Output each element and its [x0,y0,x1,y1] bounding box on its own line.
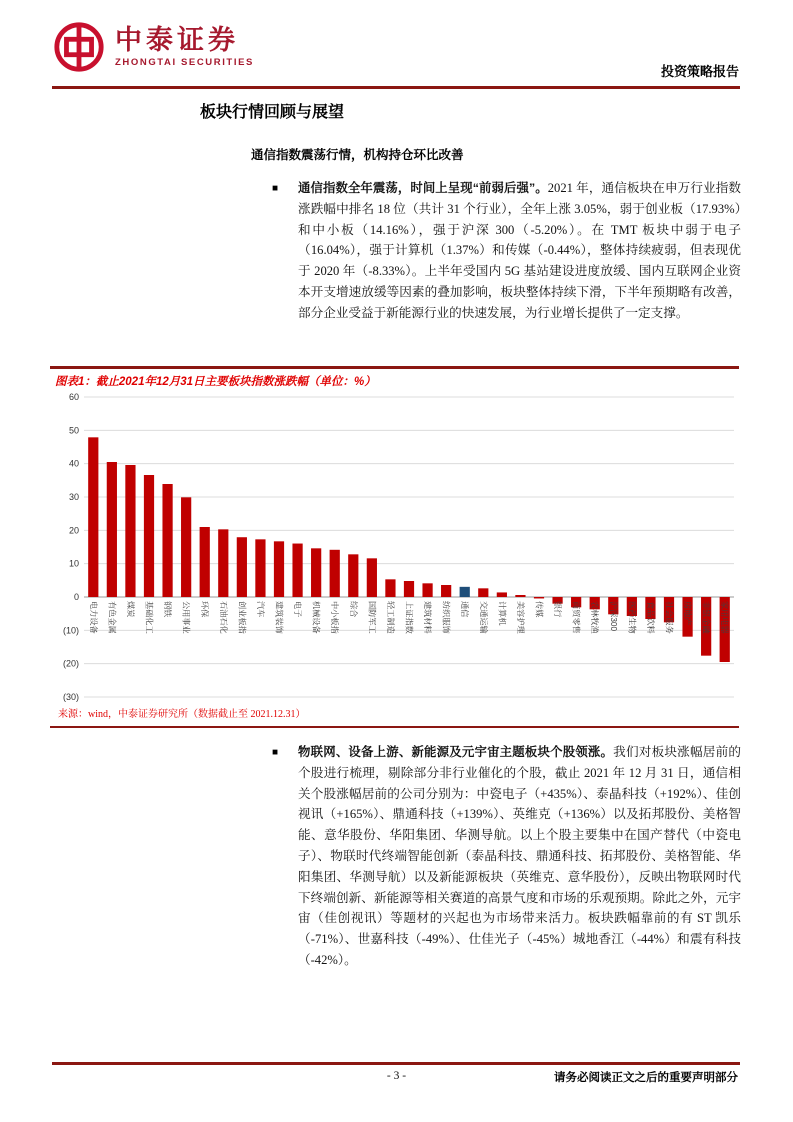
chart-bar-建筑装饰 [274,541,284,597]
x-category-label: 环保 [200,601,210,618]
y-tick-label: (30) [62,692,79,702]
x-category-label: 电子 [293,601,303,618]
x-category-label: 石油石化 [218,601,228,634]
x-category-label: 沪深300 [608,601,618,632]
x-category-label: 房地产 [683,601,693,626]
chart-bar-上证指数 [404,581,414,597]
paragraph-1-lead: 通信指数全年震荡，时间上呈现“前弱后强”。 [298,181,548,195]
x-category-label: 中小板指 [330,601,340,634]
chart-bar-创业板指 [237,537,247,597]
zhongtai-logo [52,20,254,74]
chart-bar-钢铁 [162,484,172,597]
footer-divider [52,1062,740,1065]
x-category-label: 医药生物 [627,601,637,634]
report-type-label: 投资策略报告 [660,64,739,79]
figure-title: 图表1：截止2021年12月31日主要板块指数涨跌幅（单位：%） [55,376,376,388]
brand-name-en: ZHONGTAI SECURITIES [115,57,254,69]
chart-bar-基础化工 [144,475,154,597]
figure-1 [50,366,739,728]
x-category-label: 纺织服饰 [441,601,451,634]
x-category-label: 农林牧渔 [590,601,600,634]
chart-bar-汽车 [255,539,265,597]
chart-bar-电子 [292,544,302,597]
subsection-title: 通信指数震荡行情，机构持仓环比改善 [251,148,464,162]
chart-bar-机械设备 [311,548,321,597]
y-tick-label: 20 [68,525,79,536]
chart-bar-中小板指 [330,550,340,597]
x-category-label: 商贸零售 [571,601,581,634]
x-category-label: 交通运输 [478,601,488,634]
page-number: - 3 - [386,1070,407,1082]
chart-bar-石油石化 [218,529,228,597]
paragraph-2-lead: 物联网、设备上游、新能源及元宇宙主题板块个股领涨。 [298,745,614,759]
x-category-label: 建筑材料 [423,601,433,634]
x-category-label: 公用事业 [181,601,191,634]
x-category-label: 创业板指 [237,601,247,634]
paragraph-1-text [298,178,741,324]
x-category-label: 社会服务 [664,601,674,634]
brand-name-cn: 中泰证券 [115,24,239,55]
x-category-label: 食品饮料 [645,601,655,634]
y-tick-label: (10) [62,625,79,636]
chart-bar-计算机 [497,592,507,597]
section-title: 板块行情回顾与展望 [200,104,345,121]
x-category-label: 银行 [553,601,563,618]
brand-text [115,26,254,68]
paragraph-1-body: 2021 年，通信板块在申万行业指数涨跌幅中排名 18 位（共计 31 个行业），全年上涨 3.05%，弱于创业板（17.93%）和中小板（14.16%），强于沪深 300（-5.20%）。在 TMT 板块中弱于电子（16.04%），强于计算机（1.37%）和传媒（-0.44%），整体持续疲弱，但表现优于 2020 年（-8.33%）。上半年受国内 5G 基站建设进度放缓、国内互联网企业资本开支增速放缓等因素的叠加影响，板块整体持续下滑，下半年预期略有改善，部分企业受益于新能源行业的快速发展，为行业增长提供了一定支撑。 [298,181,741,320]
chart-bar-综合 [348,554,358,597]
x-category-label: 基础化工 [144,601,154,634]
y-tick-label: 50 [68,425,79,436]
chart-bar-有色金属 [107,462,117,597]
paragraph-2 [272,742,741,971]
y-tick-label: 10 [68,558,79,569]
chart-bar-交通运输 [478,588,488,597]
paragraph-1 [272,178,741,324]
chart-bar-通信 [460,587,470,597]
x-category-label: 电力设备 [88,601,98,634]
chart-bar-国防军工 [367,558,377,597]
x-category-label: 建筑装饰 [274,601,284,634]
x-category-label: 汽车 [255,601,265,618]
chart-bar-环保 [200,527,210,597]
chart-bar-纺织服饰 [441,585,451,597]
x-category-label: 国防军工 [367,601,377,634]
chart-bar-公用事业 [181,497,191,597]
chart-bar-轻工制造 [385,579,395,597]
y-tick-label: 60 [68,392,79,402]
x-category-label: 有色金属 [107,601,117,634]
chart-bar-电力设备 [88,437,98,597]
figure-source: 来源：wind，中泰证券研究所（数据截止至 2021.12.31） [58,709,306,720]
x-category-label: 计算机 [497,601,507,626]
paragraph-2-text [298,742,741,971]
chart-bar-建筑材料 [422,583,432,597]
x-category-label: 通信 [460,601,470,618]
x-category-label: 非银金融 [701,601,711,634]
x-category-label: 美容护理 [515,601,525,634]
bullet-square-icon: ■ [272,183,279,194]
zhongtai-logo-icon [52,20,106,74]
x-category-label: 上证指数 [404,601,414,634]
chart-bar-美容护理 [515,595,525,597]
y-tick-label: 40 [68,458,79,469]
footer-disclaimer: 请务必阅读正文之后的重要声明部分 [554,1072,738,1084]
bullet-square-icon: ■ [272,747,279,758]
paragraph-2-body: 我们对板块涨幅居前的个股进行梳理，剔除部分非行业催化的个股，截止 2021 年 12 月 31 日，通信相关个股涨幅居前的公司分别为：中瓷电子（+435%）、泰晶科技（+192%）、佳创视讯（+165%）、鼎通科技（+139%）、英维克（+136%）以及拓邦股份、美格智能、意华股份、华阳集团、华测导航。以上个股主要集中在国产替代（中瓷电子）、物联时代终端智能创新（泰晶科技、鼎通科技、拓邦股份、美格智能、华阳集团、华测导航）以及新能源板块（英维克、意华股份），反映出物联网时代下终端创新、新能源等相关赛道的高景气度和市场的乐观预期。除此之外，元宇宙（佳创视讯）等题材的兴起也为市场带来活力。板块跌幅靠前的有 ST 凯乐（-71%）、世嘉科技（-49%）、仕佳光子（-45%）城地香江（-44%）和震有科技（-42%）。 [298,745,742,967]
y-tick-label: (20) [62,658,79,669]
y-tick-label: 0 [73,592,79,602]
chart-bar-传媒 [534,597,544,598]
x-category-label: 轻工制造 [385,601,395,634]
x-category-label: 综合 [348,601,358,618]
x-category-label: 煤炭 [125,601,135,618]
bar-chart [50,391,739,703]
x-category-label: 机械设备 [311,601,321,634]
chart-bar-煤炭 [125,465,135,597]
x-category-label: 家用电器 [720,601,730,634]
header-divider [52,86,740,89]
y-tick-label: 30 [68,492,79,502]
x-category-label: 传媒 [534,601,544,618]
x-category-label: 钢铁 [163,601,173,618]
